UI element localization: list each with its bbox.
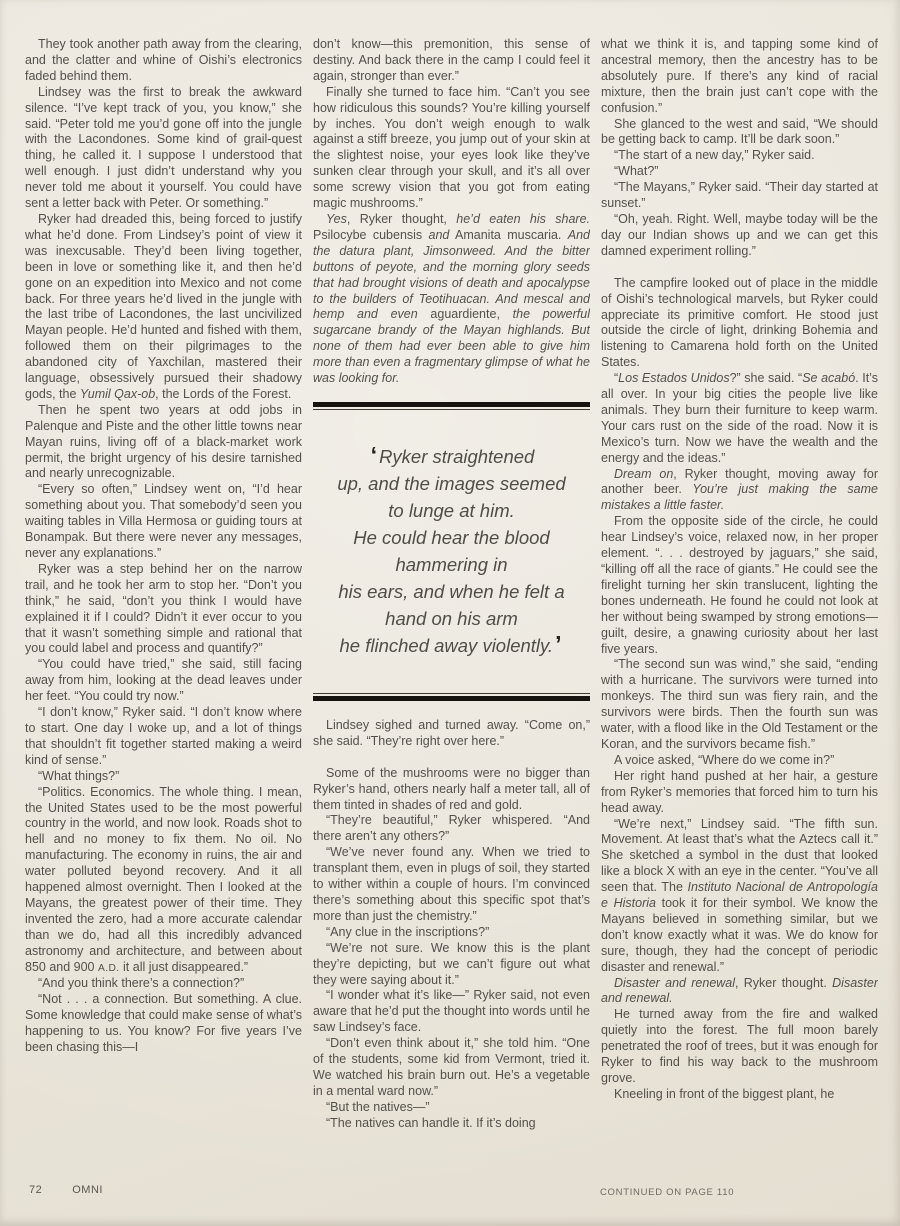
pull-quote-line: He could hear the blood <box>353 526 550 548</box>
column-1 <box>25 37 302 1177</box>
paragraph: don’t know—this premonition, this sense of destiny. And back there in the camp I could feel it again, stronger than ever.” <box>313 37 590 83</box>
paragraph: The campfire looked out of place in the middle of Oishi’s technological marvels, but Ryker could appreciate its primitive comfort. He stood just outside the circle of light, drinking Bohemia and listening to Camarena hold forth on the United States. <box>601 275 878 370</box>
paragraph: Some of the mushrooms were no bigger than Ryker’s hand, others nearly half a meter tall, all of them tinted in shades of red and gold. <box>313 765 590 812</box>
paragraph: “We’re not sure. We know this is the plant they’re depicting, but we can’t figure out what they were saying about it.” <box>313 940 590 987</box>
paragraph: “The Mayans,” Ryker said. “Their day started at sunset.” <box>601 180 878 211</box>
paragraph: Yes, Ryker thought, he’d eaten his share. Psilocybe cubensis and Amanita muscaria. And the datura plant, Jimsonweed. And the bitter buttons of peyote, and the morning glory seeds that had brought visions of death and apocalypse to the builders of Teotihuacan. And mescal and hemp and even aguardiente, the powerful sugarcane brandy of the Mayan highlands. But none of them had ever been able to give him more than even a fragmentary glimpse of what he was looking for. <box>313 211 590 386</box>
paragraph: Ryker had dreaded this, being forced to justify what he’d done. From Lindsey’s point of view it was inexcusable. They’d been living together, been in love or something like it, and then he’d gone on an expedition into Mexico and not come back. For three years he’d lived in the jungle with the last tribe of Lacondones, the last uncivilized Mayan people. He’d hunted and fished with them, followed them on their pilgrimages to the abandoned city of Yaxchilan, mastered their language, obsessively pursued their shadowy gods, the Yumil Qax-ob, the Lords of the Forest. <box>25 211 302 401</box>
continuation-notice: CONTINUED ON PAGE 110 <box>600 1187 735 1198</box>
paragraph: Lindsey was the first to break the awkward silence. “I’ve kept track of you, you know,” she said. “Peter told me you’d gone off into the jungle with the Lacondones. Some kind of grail-quest thing, he called it. I suppose I understood that well enough. I just didn’t understand why you never told me about it yourself. You could have sent a letter back with Peter. Or something.” <box>25 84 302 211</box>
paragraph: Her right hand pushed at her hair, a gesture from Ryker’s memories that forced him to turn his head away. <box>601 768 878 815</box>
paragraph: He turned away from the fire and walked quietly into the forest. The full moon barely penetrated the roof of trees, but it was enough for Ryker to find his way back to the mushroom grove. <box>601 1007 878 1085</box>
paragraph: “The natives can handle it. If it’s doing <box>326 1115 536 1130</box>
paragraph: “But the natives—” <box>326 1099 430 1114</box>
paragraph: “They’re beautiful,” Ryker whispered. “And there aren’t any others?” <box>313 813 590 844</box>
close-quote-mark-icon: ’ <box>555 630 562 657</box>
paragraph: She glanced to the west and said, “We should be getting back to camp. It’ll be dark soon.” <box>601 116 878 147</box>
paragraph: “We’ve never found any. When we tried to transplant them, even in plugs of soil, they started to wither within a couple of hours. I’m convinced there’s something about this specific spot that’s more than just the chemistry.” <box>313 845 590 923</box>
paragraph: They took another path away from the clearing, and the clatter and whine of Oishi’s electronics faded behind them. <box>25 37 302 83</box>
paragraph: what we think it is, and tapping some kind of ancestral memory, then the ancestry has to be absolutely pure. If there’s any kind of racial mixture, then the brain just can’t cope with the confusion.” <box>601 37 878 115</box>
pull-quote-line: hammering in <box>395 553 508 575</box>
separator-rule <box>313 402 590 411</box>
paragraph: “Los Estados Unidos?” she said. “Se acabó. It’s all over. In your big cities the people live like animals. They burn their furniture to keep warm. Your cars rust on the side of the road. Now it is Mexico’s turn. Now we have the wealth and the energy and the ideas.” <box>601 371 878 465</box>
open-quote-mark-icon: ‘ <box>370 441 378 468</box>
paragraph: “What things?” <box>38 768 120 783</box>
pull-quote-line: to lunge at him. <box>388 499 515 521</box>
paragraph: “Not . . . a connection. But something. A clue. Some knowledge that could make sense of what’s happening to us. You know? For five years I’ve been chasing this—I <box>25 992 302 1055</box>
pull-quote-line: his ears, and when he felt a <box>338 580 565 602</box>
paragraph: “Any clue in the inscriptions?” <box>326 924 490 939</box>
paragraph: From the opposite side of the circle, he could hear Lindsey’s voice, relaxed now, in her proper element. “. . . destroyed by jaguars,” she said, “killing off all the race of giants.” He could see the firelight turning her skin translucent, lighting the bones underneath. He found he could not look at her without being swamped by strong emotions—guilt, desire, a gnawing curiosity about her last five years. <box>601 514 878 656</box>
paragraph: “I wonder what it’s like—” Ryker said, not even aware that he’d put the thought into words until he saw Lindsey’s face. <box>313 988 590 1035</box>
paragraph: “Politics. Economics. The whole thing. I mean, the United States used to be the most powerful country in the world, and now look. Roads shot to hell and no money to fix them. No oil. No manufacturing. The economy in ruins, the air and water polluted beyond recovery. And it all happened almost overnight. Then I looked at the Mayans, the greatest power of their time. They invented the zero, had a more accurate calendar than we do, had all this incredibly advanced astronomy and architecture, and between about 850 and 900 A.D. it all just disappeared.” <box>25 784 302 974</box>
column-3 <box>601 37 878 1177</box>
paragraph: Kneeling in front of the biggest plant, he <box>614 1086 835 1101</box>
paragraph: “Every so often,” Lindsey went on, “I’d hear something about you. That somebody’d seen you waiting tables in Villa Hermosa or guiding tours at Bonampak. But there were never any messages, never any explanations.” <box>25 482 302 560</box>
paragraph: A voice asked, “Where do we come in?” <box>614 752 835 767</box>
pull-quote-line: up, and the images seemed <box>337 472 566 494</box>
paragraph: “Don’t even think about it,” she told him. “One of the students, some kid from Vermont, tried it. We watched his brain burn out. He’s a vegetable in a mental ward now.” <box>313 1036 590 1098</box>
column-2 <box>313 37 590 1177</box>
paragraph: “And you think there’s a connection?” <box>38 976 245 991</box>
paragraph: Lindsey sighed and turned away. “Come on,” she said. “They’re right over here.” <box>313 717 590 748</box>
paragraph: “The second sun was wind,” she said, “ending with a hurricane. The survivors were turned into monkeys. The third sun was fiery rain, and the survivors were birds. Then the fourth sun was water, with a flood like in the Old Testament or the Koran, and the survivors became fish.” <box>601 657 878 751</box>
pull-quote <box>317 443 586 659</box>
paragraph: “We’re next,” Lindsey said. “The fifth sun. Movement. At least that’s what the Aztecs call it.” She sketched a symbol in the dust that looked like a block X with an eye in the center. “You’ve all seen that. The Instituto Nacional de Antropología e Historia took it for their symbol. We know the Mayans believed in something similar, but we don’t know exactly what it was. We do know for sure, though, they had the concept of periodic disaster and renewal.” <box>601 816 878 974</box>
pull-quote-line: hand on his arm <box>385 607 518 629</box>
paragraph: Disaster and renewal, Ryker thought. Disaster and renewal. <box>601 975 878 1006</box>
page-footer-left <box>29 1184 103 1196</box>
paragraph: “What?” <box>614 164 659 179</box>
paragraph: “You could have tried,” she said, still facing away from him, looking at the dead leaves under her feet. “You could try now.” <box>25 657 302 704</box>
paragraph: “I don’t know,” Ryker said. “I don’t know where to start. One day I woke up, and a lot of things that shouldn’t fit together started making a weird kind of sense.” <box>25 705 302 767</box>
magazine-name: OMNI <box>72 1184 103 1196</box>
pull-quote-line: ‘ Ryker straightened <box>370 441 535 468</box>
separator-rule <box>313 693 590 702</box>
paragraph: Finally she turned to face him. “Can’t you see how ridiculous this sounds? You’re killing yourself by inches. You don’t weigh enough to walk against a stiff breeze, you jump out of your skin at the slightest noise, your eyes look like they’ve sunken clear through your skull, and it’s all over some screwy vision that you got from eating magic mushrooms.” <box>313 84 590 211</box>
paragraph: Then he spent two years at odd jobs in Palenque and Piste and the other little towns near Mayan ruins, living off of a black-market work permit, the bright urgency of his desire tarnished and nearly unrecognizable. <box>25 402 302 481</box>
paragraph: “Oh, yeah. Right. Well, maybe today will be the day our Indian shows up and we can get this damned experiment rolling.” <box>601 211 878 258</box>
page-number: 72 <box>29 1184 43 1196</box>
paragraph: Dream on, Ryker thought, moving away for another beer. You’re just making the same mistakes a little faster. <box>601 466 878 513</box>
paragraph: “The start of a new day,” Ryker said. <box>614 148 815 163</box>
pull-quote-line: he flinched away violently.’ <box>339 630 562 657</box>
paragraph: Ryker was a step behind her on the narrow trail, and he took her arm to stop her. “Don’t you think,” he said, “don’t you think I would have explained it if I could? Didn’t it ever occur to you that it wasn’t something simple and rational that you could label and process and quantify?” <box>25 561 302 656</box>
